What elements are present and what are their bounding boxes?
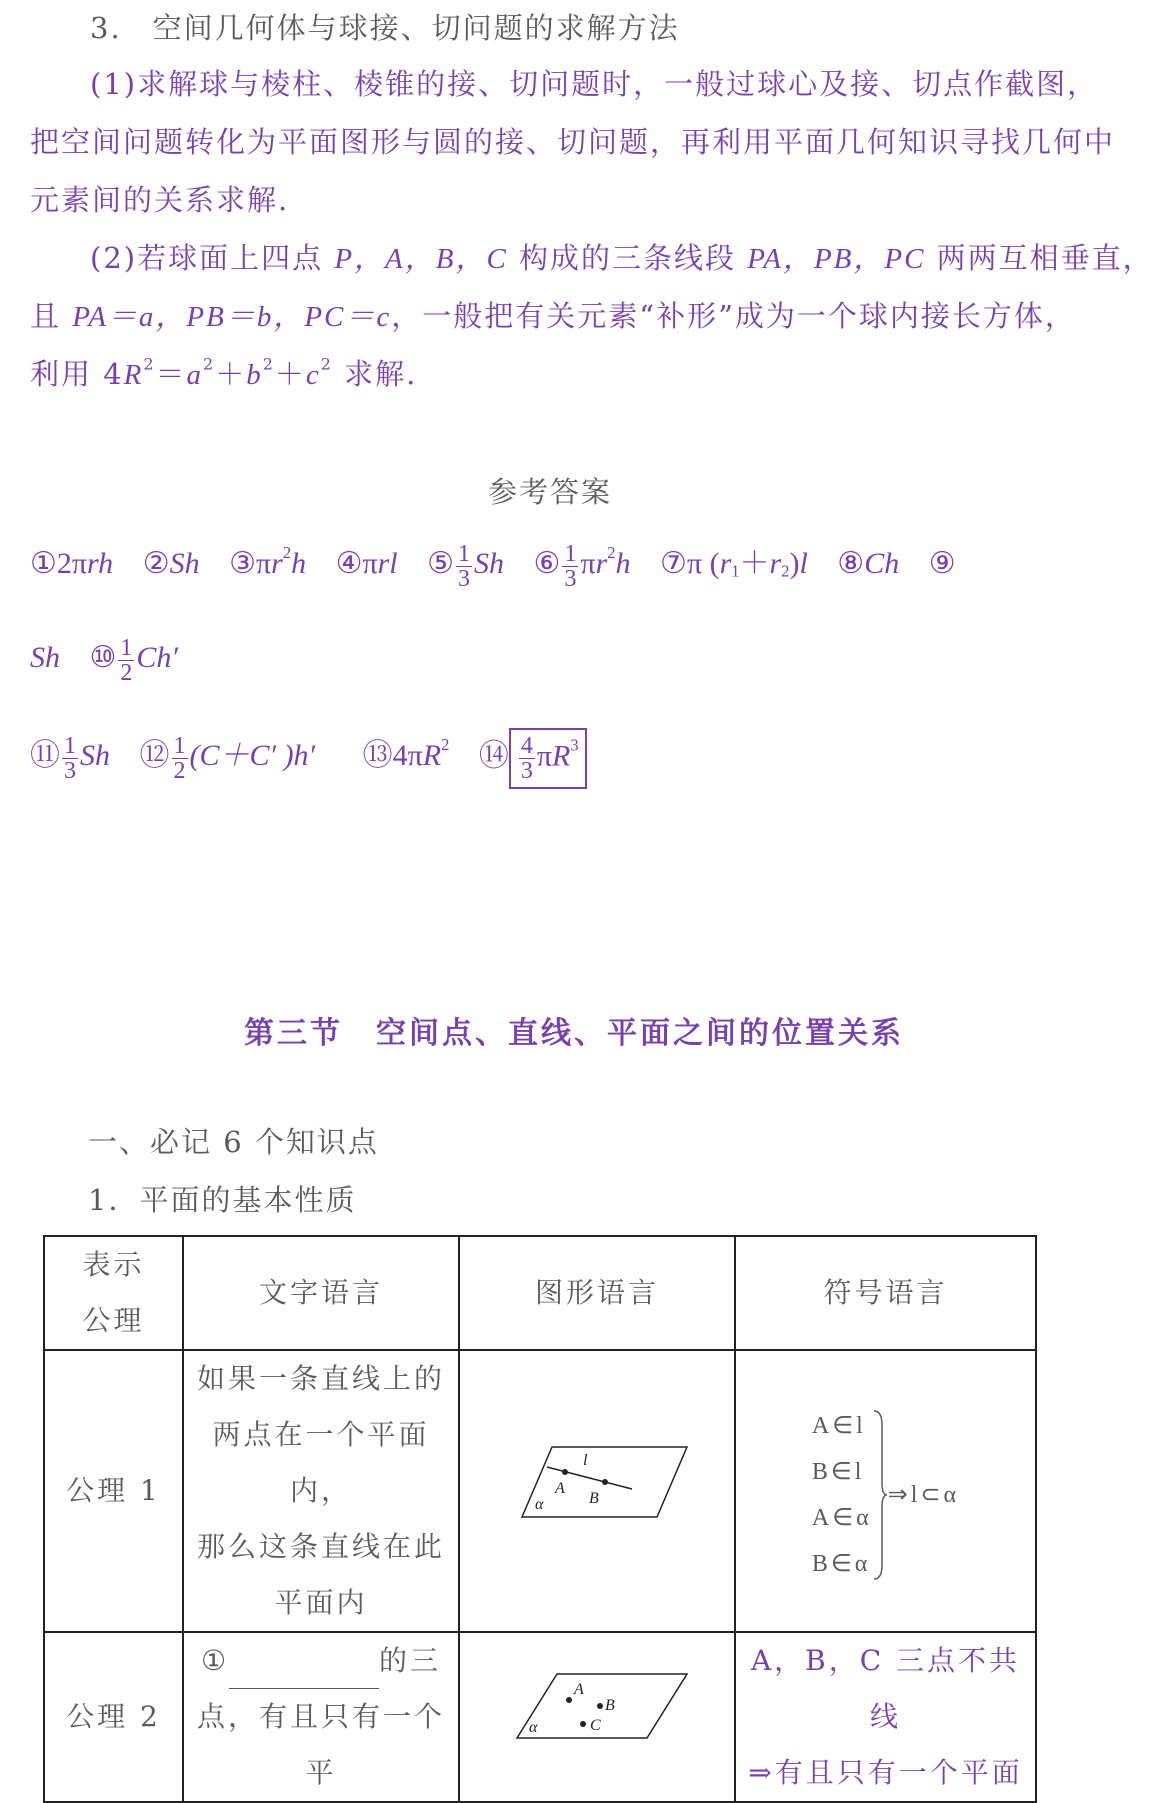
axiom-2-text: ① 的三 点，有且只有一个平 [183,1632,459,1802]
axiom-table [43,1235,1037,1803]
axiom-2-figure [459,1632,735,1802]
part-heading: 一、必记 6 个知识点 [88,1125,379,1159]
plane-line-diagram [497,1437,697,1527]
paragraph-2-line-2: 且 PA＝a，PB＝b，PC＝c，一般把有关元素“补形”成为一个球内接长方体， [30,299,1076,333]
axiom-1-name: 公理 1 [44,1350,183,1632]
svg-text:C: C [590,1716,604,1734]
svg-text:A: A [574,1680,587,1698]
table-row [44,1350,1036,1632]
paragraph-1-line-3: 元素间的关系求解. [30,183,290,217]
svg-text:α: α [529,1718,541,1736]
brace-icon [872,1405,888,1585]
subsection-heading: 1．平面的基本性质 [88,1183,357,1217]
axiom-1-symbol: A∈l B∈l A∈α B∈α ⇒l⊂α [735,1350,1036,1632]
section-heading: 第三节 空间点、直线、平面之间的位置关系 [244,1016,904,1051]
paragraph-2-line-3: 利用 $4R^2=a^2+b^2+c^2$ 求解. [30,354,418,391]
col-header-text: 文字语言 [183,1236,459,1350]
paragraph-1-line-1: (1)求解球与棱柱、棱锥的接、切问题时，一般过球心及接、切点作截图， [90,67,1099,101]
answer-14-box: $\frac{4}{3}$ $\pi R^3$ [509,728,587,789]
svg-text:A: A [555,1479,568,1497]
axiom-2-symbol: A，B，C 三点不共线 ⇒有且只有一个平面 [735,1632,1036,1802]
axiom-1-text: 如果一条直线上的 两点在一个平面内， 那么这条直线在此 平面内 [183,1350,459,1632]
axiom-2-name: 公理 2 [44,1632,183,1802]
answers-row-1: ①2πrh ②Sh $③\pi r^2h$ ④πrl ⑤ $\frac{1}{3}$ Sh ⑥ $\frac{1}{3}$ $\pi r^2h$ ⑦π $(r_1+r_2)l$ ⑧Ch ⑨ [30,540,956,592]
section-title: 3. 空间几何体与球接、切问题的求解方法 [90,11,680,45]
answers-title: 参考答案 [488,475,613,509]
svg-text:l: l [583,1451,591,1469]
paragraph-2-line-1: (2)若球面上四点 P，A，B，C 构成的三条线段 PA，PB，PC 两两互相垂直， [90,241,1154,275]
table-row [44,1632,1036,1802]
col-header-figure: 图形语言 [459,1236,735,1350]
col-header-symbol: 符号语言 [735,1236,1036,1350]
paragraph-1-line-2: 把空间问题转化为平面图形与圆的接、切问题，再利用平面几何知识寻找几何中 [30,125,1116,159]
answers-row-2: Sh ⑩ $\frac{1}{2}$ Ch′ [30,635,178,686]
svg-text:B: B [589,1489,602,1507]
svg-text:B: B [605,1696,618,1714]
svg-text:α: α [535,1495,547,1513]
answers-row-3: ⑪ $\frac{1}{3}$ Sh ⑫ $\frac{1}{2}$ (C＋C′ )h′ $⑬4\pi R^2$ ⑭ $\frac{4}{3}$ $\pi R^3$ [30,728,587,789]
axiom-1-figure [459,1350,735,1632]
table-corner: 表示 公理 [44,1236,183,1350]
plane-points-diagram [497,1668,697,1748]
